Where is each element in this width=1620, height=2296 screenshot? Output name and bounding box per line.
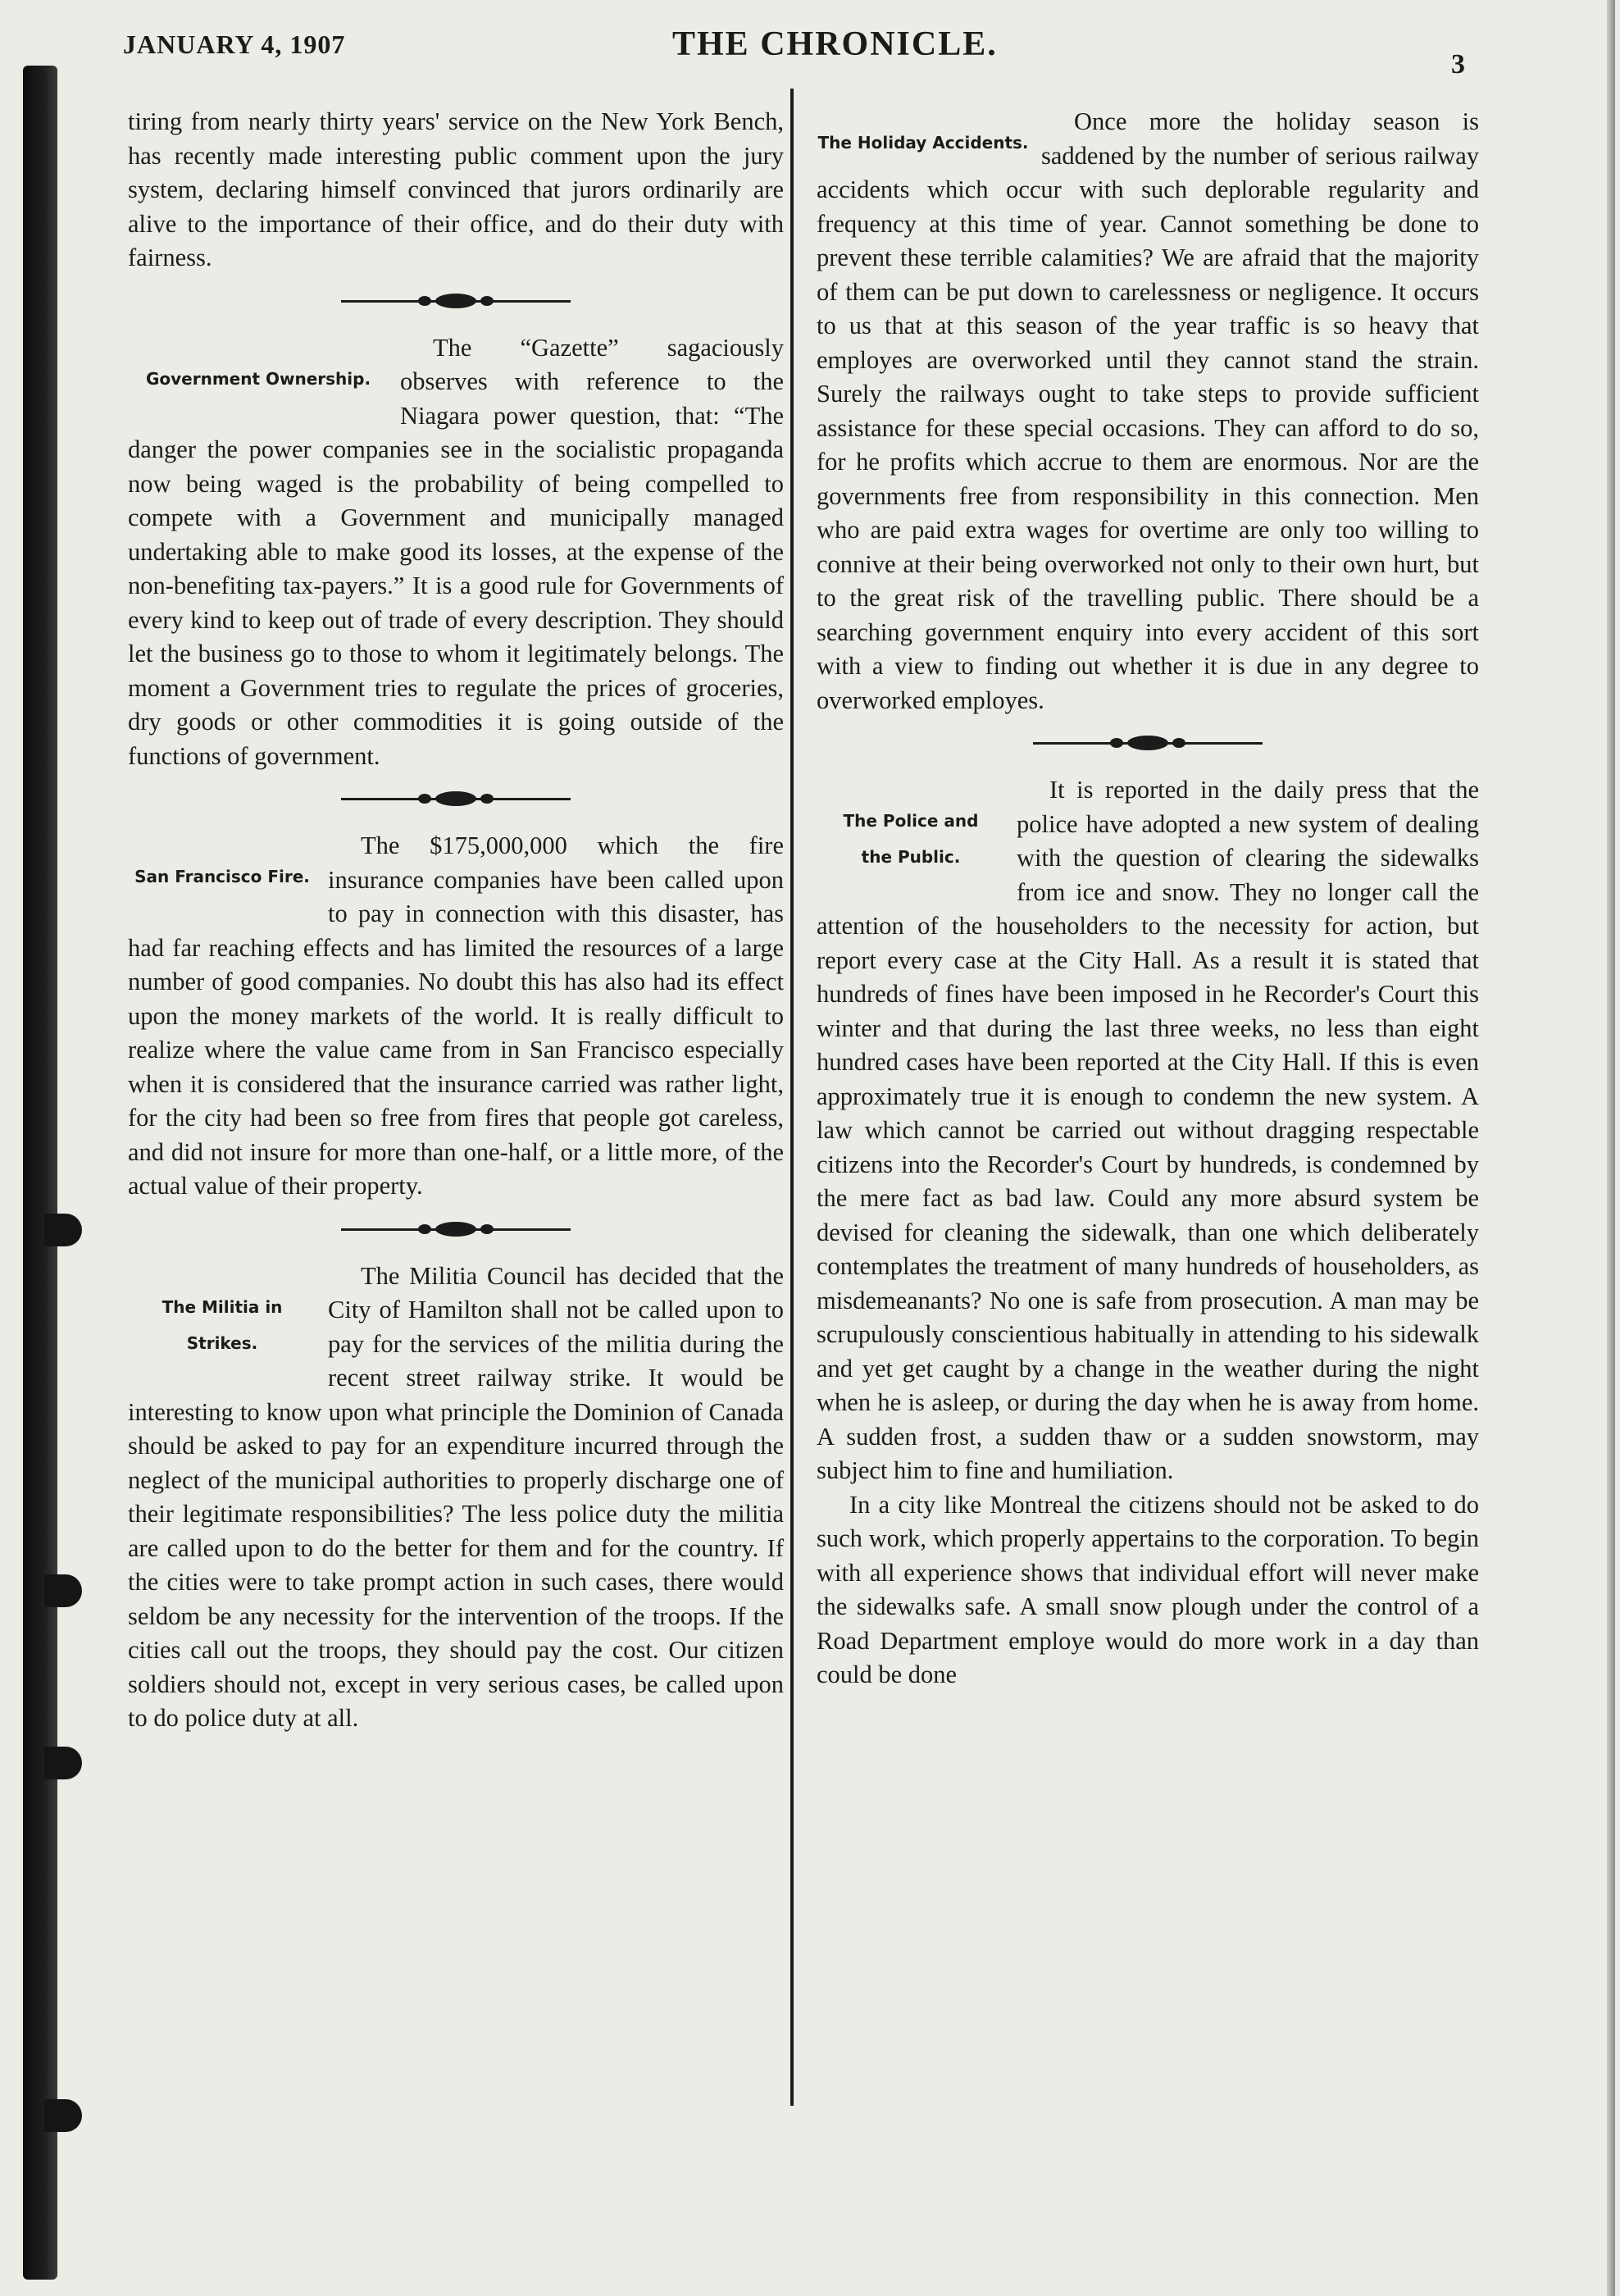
heading-police-and-public [817, 803, 1005, 875]
binding-clip [44, 1747, 82, 1779]
heading-line: the Public. [861, 847, 961, 867]
page-number: 3 [1451, 49, 1465, 80]
column-rule [790, 89, 794, 2106]
binding-strip [23, 66, 57, 2280]
heading-government-ownership: Government Ownership. [145, 368, 371, 389]
article-san-francisco-fire: The $175,000,000 which the fire insurance companies have been called upon to pay in connection with this disaster, has had far reaching effects and has limited the resources of a large number of good companies. No doubt this has also had its effect upon the money markets of the world. It is really difficult to realize where the value came from in San Francisco especially when it is considered that the insurance carried was rather light, for the city had been so free from fires that people got careless, and did not insure for more than one-half, or a little more, of the actual value of their property. [128, 831, 784, 1200]
binding-clip [44, 2099, 82, 2132]
heading-san-francisco-fire: San Francisco Fire. [134, 867, 310, 886]
heading-line: The Militia in [162, 1296, 283, 1317]
issue-date: JANUARY 4, 1907 [123, 30, 346, 59]
heading-militia-in-strikes [128, 1289, 316, 1361]
heading-holiday-accidents: The Holiday Accidents. [817, 133, 1029, 153]
right-column [817, 105, 1479, 1692]
intro-paragraph: tiring from nearly thirty years' service on the New York Bench, has recently made interesting public comment upon the jury system, declaring himself convinced that jurors ordinarily are alive to the importance of their office, and do their duty with fairness. [128, 107, 784, 271]
article-police-and-public-continued: In a city like Montreal the citizens should not be asked to do such work, which properly appertains to the corporation. To begin with all experience shows that individual effort will never make the sidewalks safe. A small snow plough under the control of a Road Department employe would do more work in a day than could be done [817, 1490, 1479, 1688]
page-edge [1607, 0, 1615, 2296]
article-militia-in-strikes: The Militia Council has decided that the City of Hamilton shall not be called upon to pay for the services of the militia during the recent street railway strike. It would be interesting to know upon what principle the Dominion of Canada should be asked to pay for an expenditure incurred through the neglect of the municipal authorities to properly discharge one of their legitimate responsibilities? The less police duty the militia are called upon to do the better for them and for the country. If the cities were to take prompt action in such cases, there would seldom be any necessity for the intervention of the troops. If the cities call out the troops, they should pay the cost. Our citizen soldiers should not, except in very serious cases, be called upon to do police duty at all. [128, 1261, 784, 1732]
left-column [128, 105, 784, 1736]
section-divider [817, 721, 1479, 768]
binding-clip [44, 1574, 82, 1607]
binding-clip [44, 1214, 82, 1246]
article-holiday-accidents: Once more the holiday season is saddened by the number of serious railway accidents which occur with such deplorable regularity and frequency at this time of year. Cannot something be done to prevent these terrible calamities? We are afraid that the majority of them can be put down to carelessness or negligence. It occurs to us that at this season of the year traffic is so heavy that employes are overworked until they cannot stand the strain. Surely the railways ought to take steps to provide sufficient assistance for these special occasions. They can afford to do so, for he profits which accrue to them are enormous. Nor are the governments free from responsibility in this connection. Men who are paid extra wages for overtime are only too willing to connive at their being overworked not only to their own hurt, but to the great risk of the travelling public. There should be a searching government enquiry into every accident of this sort with a view to finding out whether it is due in any degree to overworked employes. [817, 107, 1479, 714]
masthead-title: THE CHRONICLE. [672, 25, 998, 63]
section-divider [128, 279, 784, 326]
article-police-and-public: It is reported in the daily press that the police have adopted a new system of dealing with the question of clearing the sidewalks from ice and snow. They no longer call the attention of the householders to the necessity for action, but report every case at the City Hall. As a result it is stated that hundreds of fines have been imposed in he Recorder's Court this winter and that during the last three weeks, no less than eight hundred cases have been reported at the City Hall. If this is even approximately true it is enough to condemn the new system. A law which cannot be carried out without dragging respectable citizens into the Recorder's Court by hundreds, is condemned by the mere fact as bad law. Could any more absurd system be devised for cleaning the sidewalk, than one which deliberately contemplates the treatment of many hundreds of householders, as misdemeanants? No one is safe from prosecution. A man may be scrupulously conscientious habitually in attending to his sidewalk and yet get caught by a change in the weather during the night when he is asleep, or during the day when he is away from home. A sudden frost, a sudden thaw or a sudden snowstorm, may subject him to fine and humiliation. [817, 776, 1479, 1484]
section-divider [128, 1207, 784, 1255]
article-government-ownership: The “Gazette” sagaciously observes with reference to the Niagara power question, that: “The danger the power companies see in the socialistic propaganda now being waged is the probability of being compelled to compete with a Government and municipally managed undertaking able to make good its losses, at the expense of the non-benefiting tax-payers.” It is a good rule for Governments of every kind to keep out of trade of every description. They should let the business go to those to whom it legitimately belongs. The moment a Government tries to regulate the prices of groceries, dry goods or other commodities it is going outside of the functions of government. [128, 333, 784, 770]
section-divider [128, 777, 784, 824]
heading-line: Strikes. [186, 1332, 258, 1353]
page-header [123, 25, 1484, 80]
heading-line: The Police and [843, 811, 979, 831]
